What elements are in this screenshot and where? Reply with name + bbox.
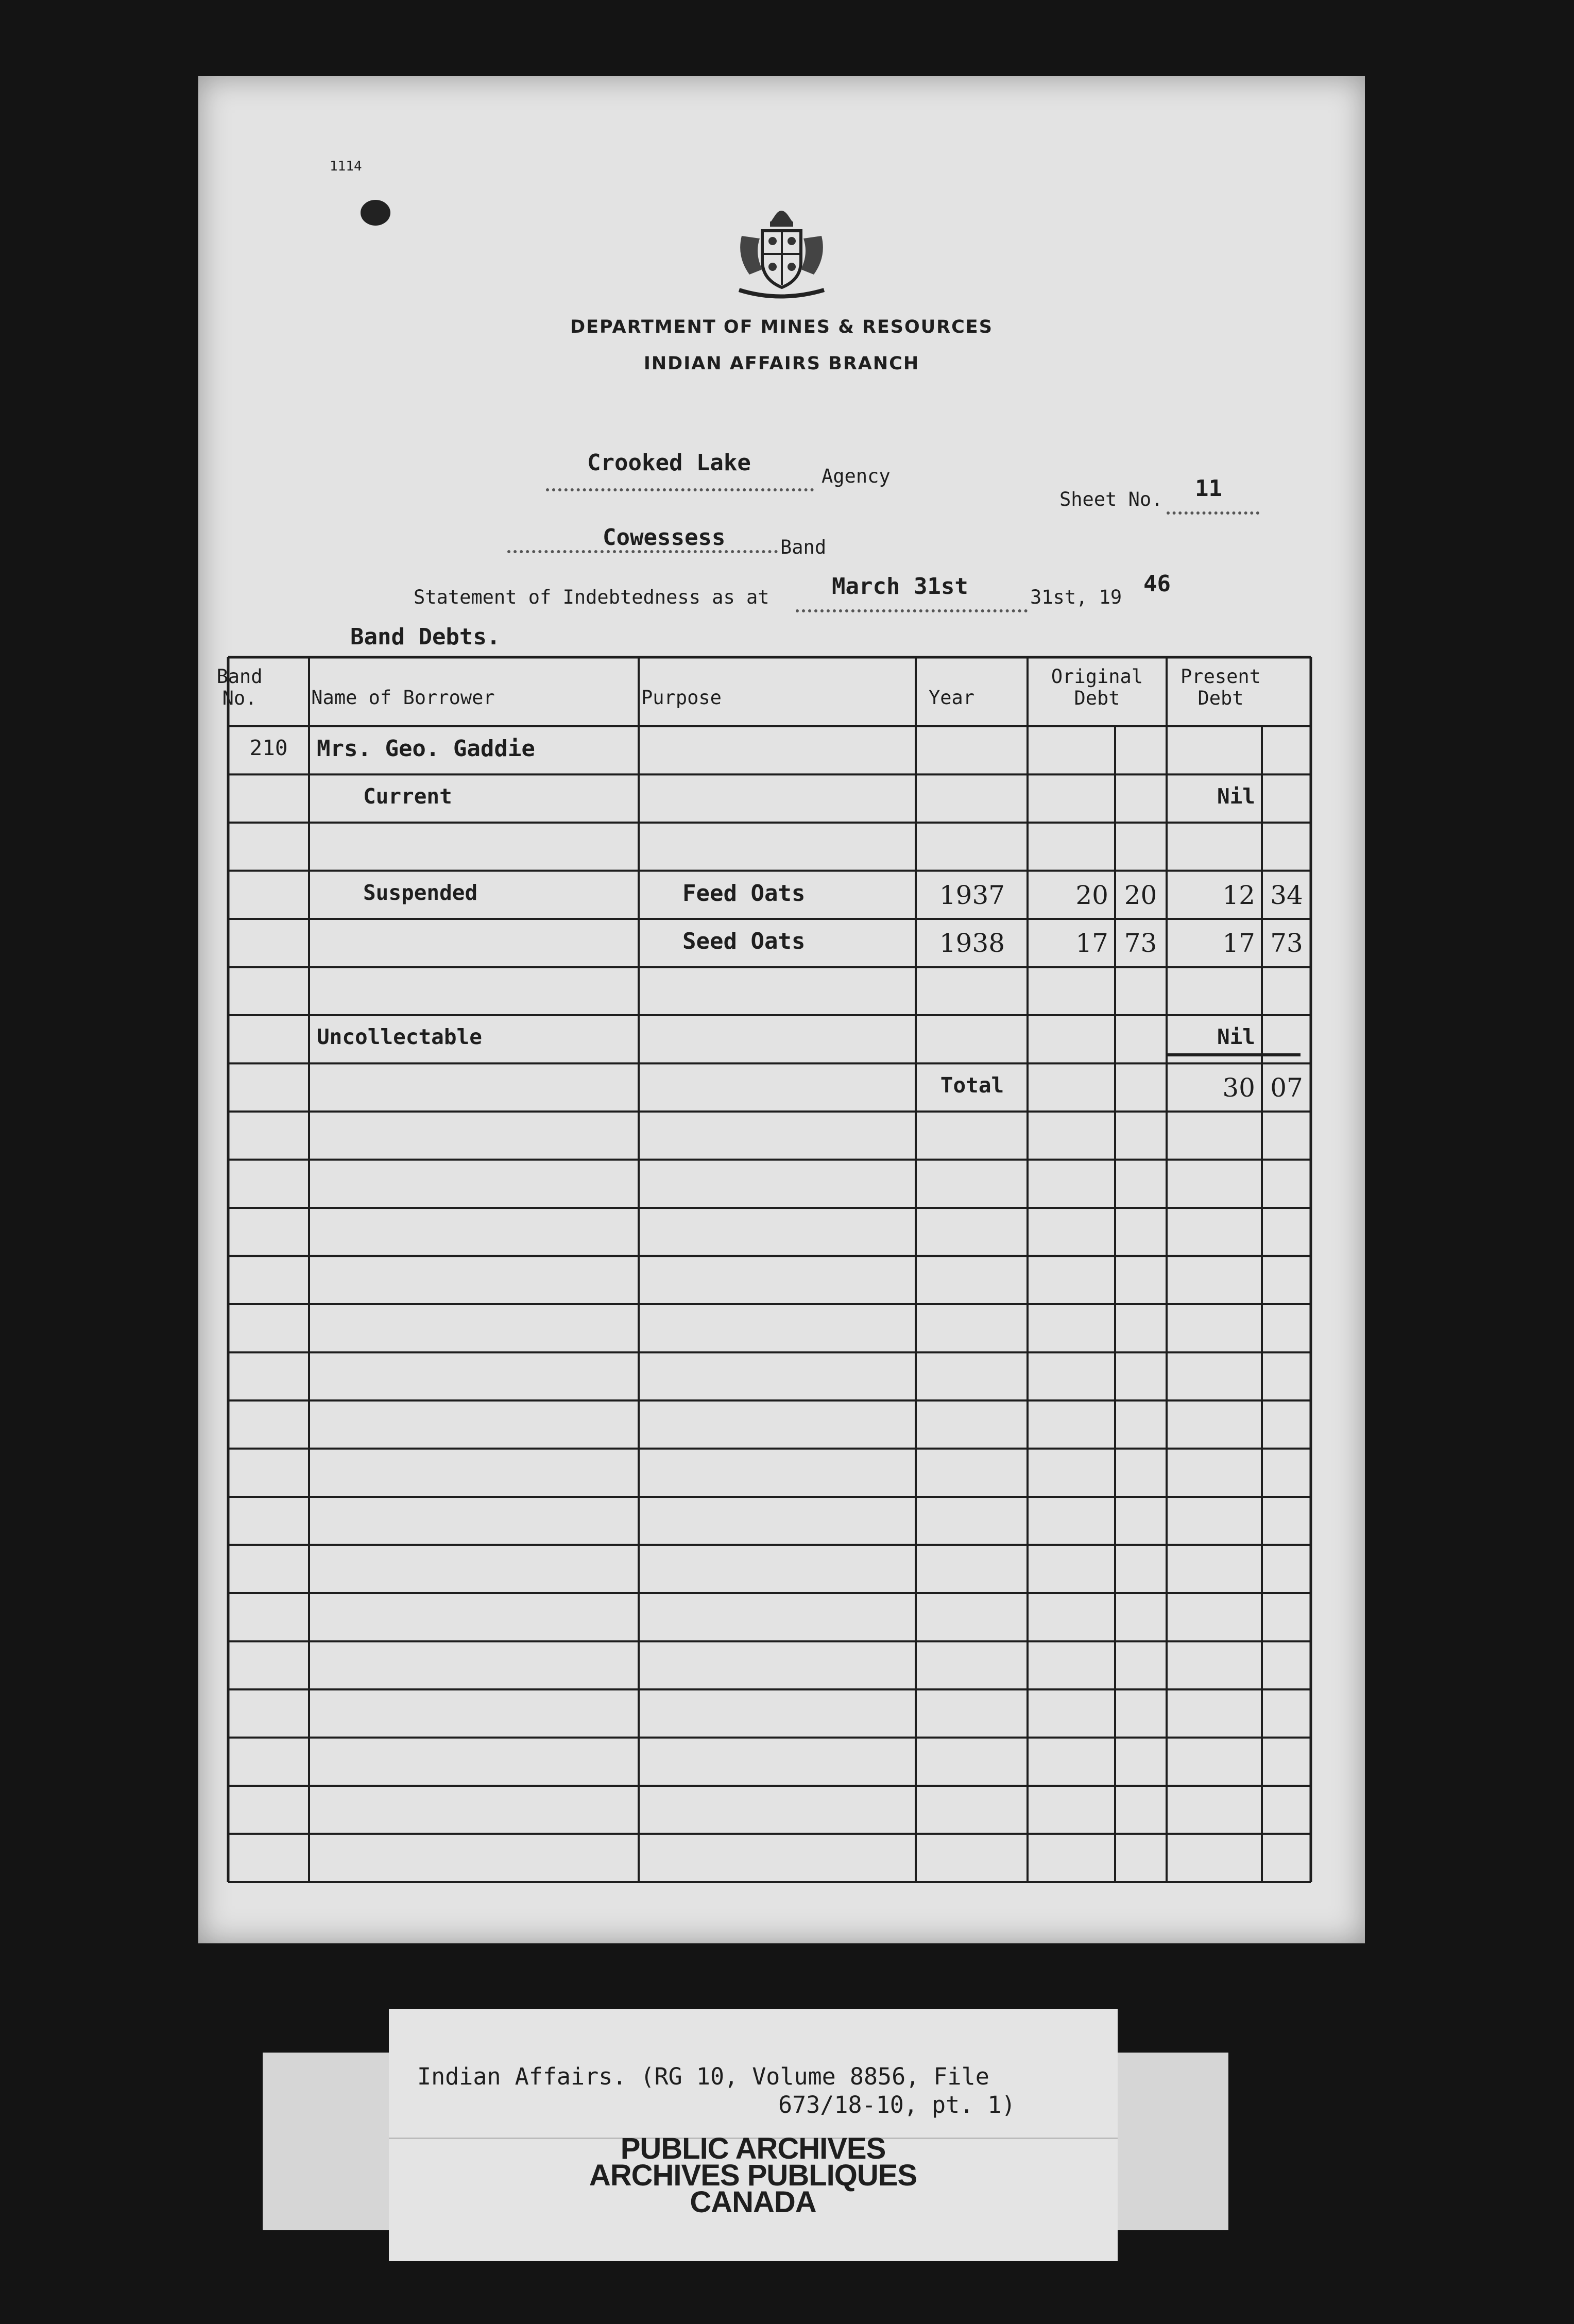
cell-orig-dollars: 17 — [1075, 928, 1108, 958]
year-suffix: 46 — [1143, 571, 1171, 597]
band-label: Band — [780, 536, 827, 558]
header-purpose: Purpose — [641, 687, 722, 709]
cell-purpose: Feed Oats — [682, 880, 806, 907]
agency-label: Agency — [822, 465, 891, 487]
agency-value: Crooked Lake — [587, 450, 751, 476]
cell-pres-cents: 07 — [1270, 1072, 1303, 1103]
header-band-no: Band No. — [216, 665, 263, 709]
cell-borrower: Mrs. Geo. Gaddie — [317, 736, 535, 762]
archive-label — [389, 2009, 1118, 2261]
cell-year: 1937 — [939, 880, 1005, 910]
reference-line-1: Indian Affairs. (RG 10, Volume 8856, File — [417, 2063, 989, 2090]
document-sheet — [198, 76, 1365, 1943]
department-heading: DEPARTMENT OF MINES & RESOURCES — [570, 317, 993, 337]
header-original-debt: Original Debt — [1051, 665, 1143, 709]
cell-year: 1938 — [939, 928, 1005, 958]
cell-pres-cents: 34 — [1270, 880, 1303, 910]
header-borrower: Name of Borrower — [311, 687, 495, 709]
cell-purpose: Seed Oats — [682, 928, 806, 954]
cell-borrower: Uncollectable — [317, 1024, 482, 1049]
cell-orig-cents: 20 — [1124, 880, 1157, 910]
cell-orig-dollars: 20 — [1075, 880, 1108, 910]
sheet-label: Sheet No. — [1059, 488, 1163, 510]
section-title: Band Debts. — [350, 624, 501, 650]
band-value: Cowessess — [603, 524, 726, 551]
header-year: Year — [929, 687, 975, 709]
statement-label: Statement of Indebtedness as at — [414, 586, 769, 608]
cell-pres-dollars: Nil — [1217, 783, 1255, 809]
cell-borrower: Suspended — [363, 880, 478, 905]
cell-pres-cents: 73 — [1270, 928, 1303, 958]
corner-mark: 1114 — [330, 159, 362, 174]
cell-band-no: 210 — [249, 736, 288, 760]
cell-borrower: Current — [363, 783, 452, 809]
cell-orig-cents: 73 — [1124, 928, 1157, 958]
header-present-debt: Present Debt — [1181, 665, 1261, 709]
ledger-grid — [198, 76, 1365, 1943]
archives-name-fr: ARCHIVES PUBLIQUES — [589, 2159, 917, 2192]
reference-line-2: 673/18-10, pt. 1) — [778, 2091, 1016, 2118]
cell-pres-dollars: 12 — [1222, 880, 1255, 910]
branch-heading: INDIAN AFFAIRS BRANCH — [643, 353, 920, 374]
date-value: March 31st — [832, 573, 968, 600]
cell-pres-dollars: Nil — [1217, 1024, 1255, 1049]
cell-pres-dollars: 17 — [1222, 928, 1255, 958]
archives-name-en: PUBLIC ARCHIVES — [620, 2132, 886, 2165]
archives-country: CANADA — [690, 2185, 816, 2219]
cell-year: Total — [940, 1072, 1004, 1098]
sheet-value: 11 — [1195, 475, 1222, 502]
cell-pres-dollars: 30 — [1222, 1072, 1255, 1103]
year-prefix: 31st, 19 — [1030, 586, 1122, 608]
